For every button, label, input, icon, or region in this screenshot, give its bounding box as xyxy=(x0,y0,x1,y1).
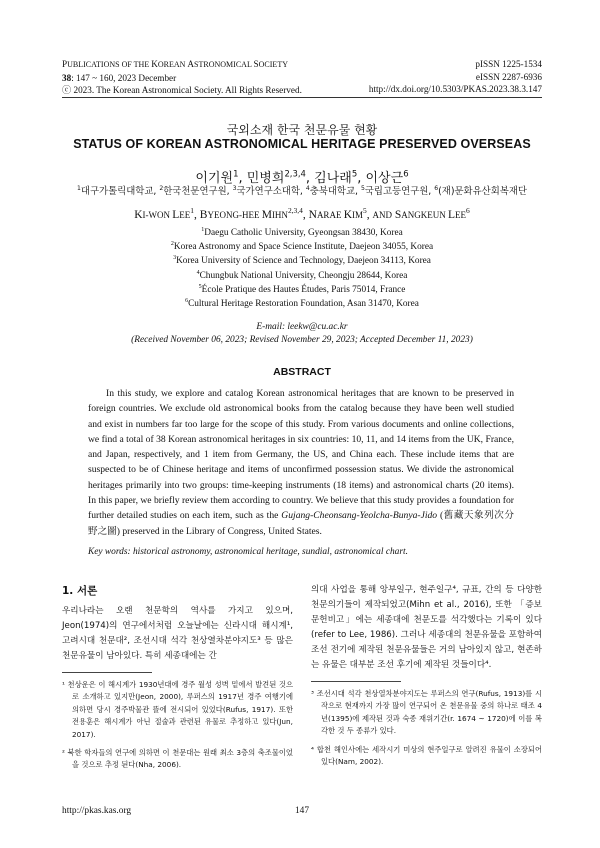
right-column xyxy=(311,583,542,774)
header-rule xyxy=(62,97,542,98)
keywords: Key words: historical astronomy, astronomical heritage, sundial, astronomical chart. xyxy=(88,547,408,557)
affiliations-korean: $^1$대구가톨릭대학교, $^2$한국천문연구원, $^3$국가연구소대학, $^4$충북대학교, $^5$국립고등연구원, $^6$(재)문화유산회복재단 xyxy=(77,184,527,197)
title-english: STATUS OF KOREAN ASTRONOMICAL HERITAGE PRESERVED OVERSEAS xyxy=(73,137,531,151)
footnote-rule-left xyxy=(62,672,152,673)
affiliations-english xyxy=(62,226,542,311)
affiliation-4: $^4$Chungbuk National University, Cheongju 28644, Korea xyxy=(196,269,408,281)
affiliation-6: $^6$Cultural Heritage Restoration Foundation, Asan 31470, Korea xyxy=(185,297,419,309)
authors-korean: 이기원$^1$, 민병희$^{2,3,4}$, 김나래$^5$, 이상근$^6$ xyxy=(195,168,409,186)
copyright: ⓒ 2023. The Korean Astronomical Society. All Rights Reserved. xyxy=(62,85,302,96)
footer-url[interactable]: http://pkas.kas.org xyxy=(62,806,132,816)
body-text-left: 우리나라는 오랜 천문학의 역사를 가지고 있으며, Jeon(1974)의 연구에서처럼 오늘날에는 신라시대 해시계¹, 고려시대 천문대², 조선시대 석각 천상열차분야지도³ 등 많은 천문유물이 남아있다. 특히 세종대에는 간 xyxy=(62,606,293,661)
volume-info: 38: 147 ~ 160, 2023 December xyxy=(62,72,177,83)
footnote-rule-right xyxy=(311,681,401,682)
abstract-body: In this study, we explore and catalog Korean astronomical heritages that are known to be preserved in foreign countries. We exclude old astronomical books from the catalog because they have been well studied and exist in numbers far too large for the scope of this study. From various documents and online collections, we find a total of 38 Korean astronomical heritages in six countries: 10, 11, and 14 items from the UK, France, and Japan, respectively, and 1 item from Germany, the US, and China each. These include items that are suspected to be of Chinese heritage and items of unconfirmed possession status. We divide the astronomical heritages primarily into two groups: time-keeping instruments (18 items) and astronomical charts (20 items). In this paper, we briefly review them according to country. We believe that this study provides a foundation for further detailed studies on each item, such as the Gujang-Cheonsang-Yeolcha-Bunya-Jido (舊藏天象列次分野之圖) preserved in the Library of Congress, United States. xyxy=(88,388,514,537)
journal-name: PUBLICATIONS OF THE KOREAN ASTRONOMICAL SOCIETY xyxy=(62,59,288,69)
received-dates: (Received November 06, 2023; Revised November 29, 2023; Accepted December 11, 2023) xyxy=(131,335,473,345)
affiliation-5: $^5$École Pratique des Hautes Études, Paris 75014, France xyxy=(198,283,406,295)
abstract-heading: ABSTRACT xyxy=(273,366,331,378)
issn-block xyxy=(302,58,542,96)
footnote-1: ¹ 천상운은 이 해시계가 1930년대에 경주 월성 성벽 밑에서 발견된 것으로 소개하고 있지만(Jeon, 2000), 루퍼스의 1917년 경주 여행기에 의하면 당시 경주박물관 뜰에 전시되어 있었다(Rufus, 1917). 또한 전용훈은 해시계가 아닌 절술과 관련된 유물로 추정하고 있다(Jun, 2017). xyxy=(62,680,293,739)
eissn: eISSN 2287-6936 xyxy=(475,71,542,82)
footnote-2: ² 북한 학자들의 연구에 의하면 이 천문대는 원래 최소 3층의 축조물이었을 것으로 추정 된다(Nha, 2006). xyxy=(62,748,293,770)
page-number: 147 xyxy=(294,806,310,816)
footnote-4: ⁴ 합천 해인사에는 세작시기 미상의 현주일구로 알려진 유물이 소장되어 있다(Nam, 2002). xyxy=(311,744,542,767)
left-column xyxy=(62,583,293,778)
body-text-right: 의대 사업을 통해 앙부일구, 현주일구⁴, 규표, 간의 등 다양한 천문의기들이 제작되었고(Mihn et al., 2016), 또한 「증보문헌비고」에는 세종대에 천문도를 석각했다는 기록이 있다(refer to Lee, 1986). 그러나 세종대의 천문유물을 포함하여 조선 전기에 제작된 천문유물들은 거의 남아있지 않고, 현존하는 유물은 대부분 조선 후기에 제작된 것들이다⁴. xyxy=(311,585,542,670)
affiliation-2: $^2$Korea Astronomy and Space Science Institute, Daejeon 34055, Korea xyxy=(170,241,434,253)
title-korean: 국외소재 한국 천문유물 현황 xyxy=(226,123,378,137)
section-heading-introduction: 1. 서론 xyxy=(62,585,98,597)
pissn: pISSN 1225-1534 xyxy=(475,59,542,69)
authors-english: KI-WON LEE$^1$, BYEONG-HEE MIHN$^{2,3,4}$, NARAE KIM$^5$, AND SANGKEUN LEE$^6$ xyxy=(134,206,470,221)
footnote-3: ³ 조선시대 석각 천상열차분야지도는 루퍼스의 연구(Rufus, 1913)를 시작으로 현재까지 가장 많이 연구되어 온 천문유물 중의 하나로 태조 4년(1395)에 제작된 것과 숙종 재위기간(r. 1674 ~ 1720)에 이를 복각한 것 두 종류가 있다. xyxy=(311,689,542,736)
corresponding-email[interactable]: E-mail: leekw@cu.ac.kr xyxy=(256,322,348,332)
doi-link[interactable]: http://dx.doi.org/10.5303/PKAS.2023.38.3.147 xyxy=(368,84,542,95)
affiliation-3: $^3$Korea University of Science and Technology, Daejeon 34113, Korea xyxy=(173,255,431,267)
affiliation-1: $^1$Daegu Catholic University, Gyeongsan 38430, Korea xyxy=(201,226,403,238)
